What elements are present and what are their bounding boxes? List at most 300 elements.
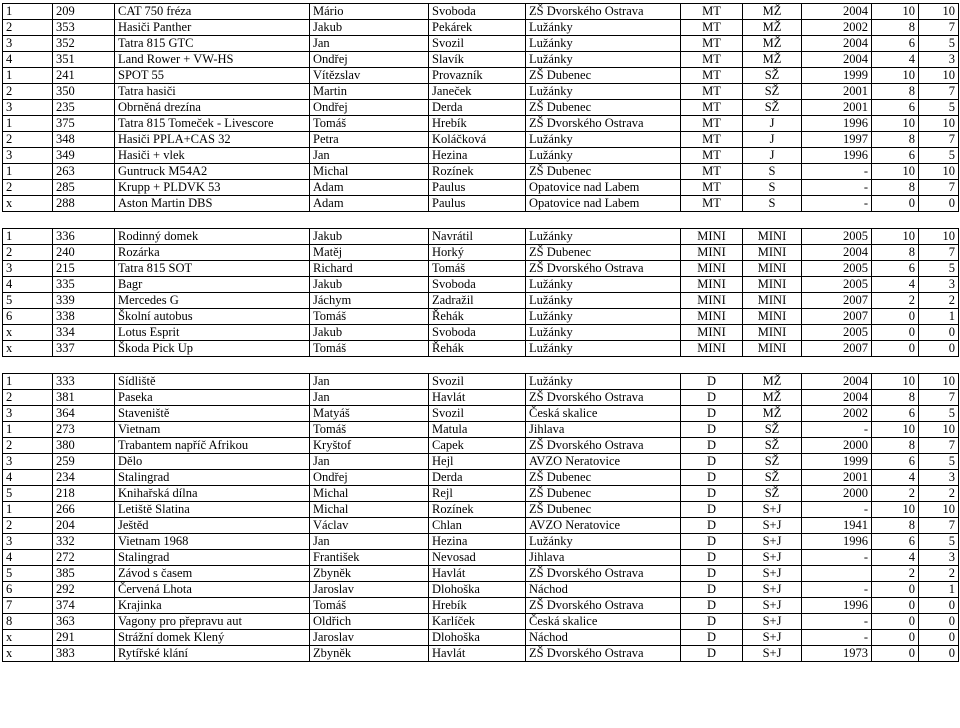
cell-first-name: Ondřej — [310, 470, 429, 486]
cell-category: MT — [681, 132, 743, 148]
cell-score: 10 — [919, 116, 959, 132]
cell-club: ZŠ Dubenec — [526, 100, 681, 116]
cell-rank: 7 — [3, 598, 53, 614]
cell-year: 1996 — [802, 116, 872, 132]
cell-last-name: Slavík — [429, 52, 526, 68]
cell-rank: 8 — [3, 614, 53, 630]
cell-number: 273 — [53, 422, 115, 438]
cell-model-name: Rozárka — [115, 245, 310, 261]
cell-age-group: S+J — [743, 550, 802, 566]
cell-age-group: MŽ — [743, 374, 802, 390]
cell-club: Lužánky — [526, 534, 681, 550]
cell-last-name: Pekárek — [429, 20, 526, 36]
cell-model-name: Tatra hasiči — [115, 84, 310, 100]
cell-category: D — [681, 390, 743, 406]
cell-points: 0 — [872, 630, 919, 646]
cell-club: Opatovice nad Labem — [526, 196, 681, 212]
cell-score: 10 — [919, 502, 959, 518]
empty-cell — [872, 212, 919, 229]
cell-points: 10 — [872, 68, 919, 84]
cell-club: Lužánky — [526, 341, 681, 357]
cell-points: 8 — [872, 180, 919, 196]
cell-year: 2007 — [802, 309, 872, 325]
cell-model-name: Sídliště — [115, 374, 310, 390]
cell-last-name: Paulus — [429, 196, 526, 212]
cell-points: 8 — [872, 518, 919, 534]
table-row — [3, 132, 959, 148]
cell-club: ZŠ Dubenec — [526, 68, 681, 84]
table-row — [3, 148, 959, 164]
cell-points: 2 — [872, 566, 919, 582]
cell-age-group: S+J — [743, 646, 802, 662]
cell-category: MINI — [681, 261, 743, 277]
cell-number: 259 — [53, 454, 115, 470]
cell-score: 7 — [919, 518, 959, 534]
cell-first-name: Jan — [310, 454, 429, 470]
cell-last-name: Dlohoška — [429, 630, 526, 646]
cell-club: Lužánky — [526, 132, 681, 148]
empty-cell — [526, 357, 681, 374]
cell-points: 8 — [872, 132, 919, 148]
empty-cell — [919, 212, 959, 229]
cell-points: 8 — [872, 438, 919, 454]
cell-club: Jihlava — [526, 550, 681, 566]
cell-number: 351 — [53, 52, 115, 68]
cell-points: 4 — [872, 277, 919, 293]
cell-last-name: Koláčková — [429, 132, 526, 148]
cell-year: 1999 — [802, 68, 872, 84]
cell-number: 348 — [53, 132, 115, 148]
table-row — [3, 20, 959, 36]
cell-last-name: Derda — [429, 470, 526, 486]
cell-year: - — [802, 614, 872, 630]
cell-last-name: Zadražil — [429, 293, 526, 309]
cell-score: 0 — [919, 196, 959, 212]
cell-last-name: Svoboda — [429, 325, 526, 341]
cell-first-name: František — [310, 550, 429, 566]
table-row — [3, 261, 959, 277]
cell-club: Česká skalice — [526, 614, 681, 630]
cell-category: MINI — [681, 245, 743, 261]
empty-cell — [115, 212, 310, 229]
cell-last-name: Paulus — [429, 180, 526, 196]
cell-points: 0 — [872, 614, 919, 630]
cell-category: D — [681, 486, 743, 502]
section-gap — [3, 357, 959, 374]
cell-model-name: Školní autobus — [115, 309, 310, 325]
cell-year: 1997 — [802, 132, 872, 148]
cell-age-group: S+J — [743, 598, 802, 614]
cell-score: 5 — [919, 100, 959, 116]
cell-model-name: Tatra 815 GTC — [115, 36, 310, 52]
cell-points: 2 — [872, 293, 919, 309]
cell-rank: 6 — [3, 582, 53, 598]
cell-rank: 5 — [3, 566, 53, 582]
cell-first-name: Michal — [310, 502, 429, 518]
cell-age-group: S+J — [743, 518, 802, 534]
cell-score: 7 — [919, 20, 959, 36]
cell-club: Náchod — [526, 582, 681, 598]
cell-first-name: Jakub — [310, 325, 429, 341]
table-row — [3, 582, 959, 598]
cell-category: D — [681, 630, 743, 646]
cell-score: 7 — [919, 438, 959, 454]
cell-age-group: MINI — [743, 325, 802, 341]
cell-last-name: Provazník — [429, 68, 526, 84]
cell-model-name: Krajinka — [115, 598, 310, 614]
cell-number: 332 — [53, 534, 115, 550]
empty-cell — [802, 357, 872, 374]
cell-year: - — [802, 196, 872, 212]
table-row — [3, 486, 959, 502]
cell-rank: 1 — [3, 68, 53, 84]
cell-model-name: Hasiči Panther — [115, 20, 310, 36]
empty-cell — [429, 212, 526, 229]
cell-category: MT — [681, 164, 743, 180]
cell-number: 272 — [53, 550, 115, 566]
cell-first-name: Michal — [310, 486, 429, 502]
cell-last-name: Tomáš — [429, 261, 526, 277]
cell-model-name: Červená Lhota — [115, 582, 310, 598]
cell-score: 0 — [919, 341, 959, 357]
empty-cell — [526, 212, 681, 229]
cell-score: 0 — [919, 646, 959, 662]
cell-number: 241 — [53, 68, 115, 84]
cell-points: 2 — [872, 486, 919, 502]
cell-points: 6 — [872, 406, 919, 422]
cell-number: 263 — [53, 164, 115, 180]
cell-score: 0 — [919, 325, 959, 341]
cell-score: 5 — [919, 534, 959, 550]
empty-cell — [53, 212, 115, 229]
cell-points: 8 — [872, 245, 919, 261]
cell-model-name: Tatra 815 Tomeček - Livescore — [115, 116, 310, 132]
cell-model-name: Hasiči + vlek — [115, 148, 310, 164]
cell-category: MT — [681, 68, 743, 84]
cell-age-group: MŽ — [743, 4, 802, 20]
cell-rank: 3 — [3, 148, 53, 164]
cell-rank: 2 — [3, 132, 53, 148]
cell-model-name: Mercedes G — [115, 293, 310, 309]
cell-category: MT — [681, 180, 743, 196]
cell-category: MT — [681, 4, 743, 20]
cell-category: D — [681, 454, 743, 470]
cell-number: 285 — [53, 180, 115, 196]
cell-rank: 1 — [3, 164, 53, 180]
cell-first-name: Václav — [310, 518, 429, 534]
cell-model-name: Vagony pro přepravu aut — [115, 614, 310, 630]
cell-first-name: Jakub — [310, 229, 429, 245]
cell-number: 350 — [53, 84, 115, 100]
table-row — [3, 180, 959, 196]
cell-score: 10 — [919, 68, 959, 84]
cell-number: 375 — [53, 116, 115, 132]
cell-year: 2007 — [802, 341, 872, 357]
cell-model-name: Ještěd — [115, 518, 310, 534]
cell-points: 6 — [872, 36, 919, 52]
cell-last-name: Svozil — [429, 36, 526, 52]
cell-category: D — [681, 534, 743, 550]
cell-year: 2005 — [802, 229, 872, 245]
cell-category: D — [681, 598, 743, 614]
table-row — [3, 422, 959, 438]
cell-category: MT — [681, 36, 743, 52]
table-row — [3, 550, 959, 566]
cell-score: 3 — [919, 277, 959, 293]
cell-last-name: Nevosad — [429, 550, 526, 566]
table-row — [3, 68, 959, 84]
cell-last-name: Matula — [429, 422, 526, 438]
cell-score: 3 — [919, 52, 959, 68]
cell-rank: x — [3, 196, 53, 212]
cell-first-name: Jan — [310, 36, 429, 52]
cell-number: 209 — [53, 4, 115, 20]
cell-number: 335 — [53, 277, 115, 293]
cell-number: 352 — [53, 36, 115, 52]
cell-score: 3 — [919, 550, 959, 566]
cell-rank: 2 — [3, 518, 53, 534]
cell-last-name: Hrebík — [429, 598, 526, 614]
cell-points: 10 — [872, 422, 919, 438]
cell-last-name: Hezina — [429, 534, 526, 550]
cell-rank: 5 — [3, 293, 53, 309]
cell-number: 380 — [53, 438, 115, 454]
cell-rank: x — [3, 341, 53, 357]
cell-points: 4 — [872, 52, 919, 68]
cell-age-group: SŽ — [743, 422, 802, 438]
table-row — [3, 116, 959, 132]
cell-points: 6 — [872, 454, 919, 470]
empty-cell — [310, 212, 429, 229]
cell-score: 10 — [919, 374, 959, 390]
empty-cell — [115, 357, 310, 374]
cell-model-name: Škoda Pick Up — [115, 341, 310, 357]
cell-model-name: Dělo — [115, 454, 310, 470]
cell-category: MINI — [681, 277, 743, 293]
empty-cell — [681, 212, 743, 229]
cell-first-name: Tomáš — [310, 116, 429, 132]
cell-last-name: Hrebík — [429, 116, 526, 132]
empty-cell — [429, 357, 526, 374]
cell-category: MINI — [681, 309, 743, 325]
cell-year: 2001 — [802, 84, 872, 100]
cell-age-group: MŽ — [743, 406, 802, 422]
cell-number: 288 — [53, 196, 115, 212]
cell-year: 2004 — [802, 36, 872, 52]
cell-category: MT — [681, 20, 743, 36]
cell-rank: 2 — [3, 180, 53, 196]
cell-model-name: Staveniště — [115, 406, 310, 422]
cell-first-name: Michal — [310, 164, 429, 180]
cell-model-name: Krupp + PLDVK 53 — [115, 180, 310, 196]
cell-first-name: Jakub — [310, 277, 429, 293]
cell-number: 363 — [53, 614, 115, 630]
table-row — [3, 454, 959, 470]
cell-rank: 3 — [3, 36, 53, 52]
cell-number: 240 — [53, 245, 115, 261]
cell-club: Lužánky — [526, 148, 681, 164]
table-row — [3, 646, 959, 662]
cell-year: - — [802, 164, 872, 180]
cell-club: AVZO Neratovice — [526, 454, 681, 470]
cell-last-name: Karlíček — [429, 614, 526, 630]
cell-score: 5 — [919, 36, 959, 52]
cell-club: Česká skalice — [526, 406, 681, 422]
cell-club: ZŠ Dvorského Ostrava — [526, 566, 681, 582]
table-row — [3, 36, 959, 52]
cell-club: Lužánky — [526, 309, 681, 325]
cell-year: 2001 — [802, 470, 872, 486]
cell-club: Lužánky — [526, 374, 681, 390]
cell-last-name: Janeček — [429, 84, 526, 100]
cell-category: MT — [681, 52, 743, 68]
cell-first-name: Zbyněk — [310, 646, 429, 662]
cell-club: AVZO Neratovice — [526, 518, 681, 534]
cell-points: 10 — [872, 374, 919, 390]
cell-rank: 2 — [3, 438, 53, 454]
empty-cell — [681, 357, 743, 374]
cell-first-name: Martin — [310, 84, 429, 100]
cell-points: 6 — [872, 534, 919, 550]
cell-club: Lužánky — [526, 84, 681, 100]
cell-points: 10 — [872, 229, 919, 245]
cell-number: 338 — [53, 309, 115, 325]
cell-number: 215 — [53, 261, 115, 277]
cell-first-name: Richard — [310, 261, 429, 277]
cell-model-name: Obrněná drezína — [115, 100, 310, 116]
cell-points: 4 — [872, 550, 919, 566]
cell-points: 10 — [872, 4, 919, 20]
cell-score: 5 — [919, 148, 959, 164]
cell-first-name: Jan — [310, 534, 429, 550]
cell-year: 1996 — [802, 598, 872, 614]
cell-number: 353 — [53, 20, 115, 36]
cell-model-name: Aston Martin DBS — [115, 196, 310, 212]
cell-last-name: Svoboda — [429, 4, 526, 20]
cell-age-group: MINI — [743, 245, 802, 261]
cell-number: 204 — [53, 518, 115, 534]
cell-score: 2 — [919, 566, 959, 582]
cell-points: 0 — [872, 582, 919, 598]
cell-points: 0 — [872, 341, 919, 357]
cell-model-name: Hasiči PPLA+CAS 32 — [115, 132, 310, 148]
cell-number: 374 — [53, 598, 115, 614]
cell-first-name: Petra — [310, 132, 429, 148]
cell-age-group: S — [743, 180, 802, 196]
table-row — [3, 374, 959, 390]
cell-rank: x — [3, 325, 53, 341]
cell-first-name: Jáchym — [310, 293, 429, 309]
cell-model-name: Rytířské klání — [115, 646, 310, 662]
cell-age-group: SŽ — [743, 68, 802, 84]
cell-category: MINI — [681, 293, 743, 309]
cell-age-group: SŽ — [743, 438, 802, 454]
cell-number: 266 — [53, 502, 115, 518]
cell-first-name: Mário — [310, 4, 429, 20]
cell-number: 334 — [53, 325, 115, 341]
cell-score: 5 — [919, 454, 959, 470]
cell-model-name: Guntruck M54A2 — [115, 164, 310, 180]
cell-last-name: Hejl — [429, 454, 526, 470]
cell-club: Náchod — [526, 630, 681, 646]
cell-last-name: Dlohoška — [429, 582, 526, 598]
cell-club: ZŠ Dvorského Ostrava — [526, 4, 681, 20]
cell-rank: 4 — [3, 52, 53, 68]
cell-points: 6 — [872, 100, 919, 116]
cell-year: 2004 — [802, 245, 872, 261]
table-row — [3, 293, 959, 309]
cell-points: 0 — [872, 646, 919, 662]
cell-rank: 4 — [3, 550, 53, 566]
cell-age-group: S+J — [743, 566, 802, 582]
empty-cell — [919, 357, 959, 374]
cell-first-name: Kryštof — [310, 438, 429, 454]
cell-year: 1996 — [802, 534, 872, 550]
cell-last-name: Rozínek — [429, 164, 526, 180]
cell-age-group: MŽ — [743, 20, 802, 36]
cell-category: MINI — [681, 325, 743, 341]
cell-first-name: Jan — [310, 390, 429, 406]
cell-club: ZŠ Dubenec — [526, 470, 681, 486]
cell-last-name: Havlát — [429, 646, 526, 662]
cell-points: 10 — [872, 502, 919, 518]
cell-points: 6 — [872, 261, 919, 277]
table-row — [3, 84, 959, 100]
cell-score: 7 — [919, 132, 959, 148]
cell-age-group: MŽ — [743, 390, 802, 406]
cell-club: ZŠ Dvorského Ostrava — [526, 646, 681, 662]
cell-club: ZŠ Dubenec — [526, 164, 681, 180]
cell-first-name: Tomáš — [310, 309, 429, 325]
cell-age-group: MINI — [743, 229, 802, 245]
cell-points: 10 — [872, 116, 919, 132]
cell-category: D — [681, 614, 743, 630]
cell-year: 2005 — [802, 325, 872, 341]
cell-last-name: Svozil — [429, 406, 526, 422]
cell-club: ZŠ Dvorského Ostrava — [526, 598, 681, 614]
cell-points: 8 — [872, 390, 919, 406]
cell-model-name: Vietnam 1968 — [115, 534, 310, 550]
cell-age-group: SŽ — [743, 84, 802, 100]
cell-model-name: Lotus Esprit — [115, 325, 310, 341]
cell-age-group: MŽ — [743, 36, 802, 52]
cell-score: 0 — [919, 630, 959, 646]
cell-rank: 1 — [3, 422, 53, 438]
table-row — [3, 100, 959, 116]
cell-rank: 3 — [3, 454, 53, 470]
cell-year: - — [802, 180, 872, 196]
cell-category: D — [681, 566, 743, 582]
cell-category: D — [681, 550, 743, 566]
table-row — [3, 52, 959, 68]
cell-category: D — [681, 374, 743, 390]
cell-first-name: Vítězslav — [310, 68, 429, 84]
cell-last-name: Capek — [429, 438, 526, 454]
table-row — [3, 598, 959, 614]
empty-cell — [802, 212, 872, 229]
cell-score: 7 — [919, 390, 959, 406]
table-row — [3, 4, 959, 20]
cell-age-group: MŽ — [743, 52, 802, 68]
table-row — [3, 341, 959, 357]
cell-year: 2007 — [802, 293, 872, 309]
empty-cell — [310, 357, 429, 374]
cell-category: D — [681, 518, 743, 534]
cell-year: 1973 — [802, 646, 872, 662]
cell-score: 2 — [919, 293, 959, 309]
cell-club: Lužánky — [526, 293, 681, 309]
cell-category: D — [681, 422, 743, 438]
